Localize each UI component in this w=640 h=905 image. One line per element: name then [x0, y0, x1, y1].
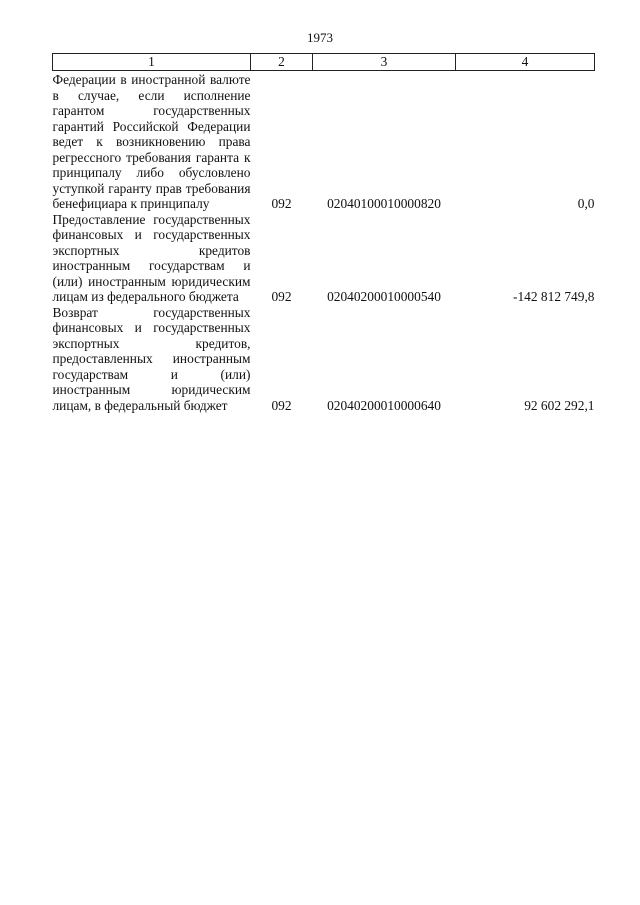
row-admin-code: 092 [271, 289, 292, 304]
row-classification-code: 02040100010000820 [327, 196, 441, 211]
row-classification-code: 02040200010000540 [327, 289, 441, 304]
header-row [53, 54, 595, 71]
row-description: Федерации в иностранной валюте в случае, если исполнение гарантом государственных гарантий Российской Федерации ведет к возникновению права регрессного требования гаранта к принципалу либо обусловлено уступкой гаранту прав требования бенефициара к принципалу [52, 72, 251, 211]
row-amount: 92 602 292,1 [524, 397, 595, 413]
page-number: 1973 [307, 30, 333, 45]
table-header [53, 54, 595, 71]
row-classification-code: 02040200010000640 [327, 397, 441, 413]
table-row [53, 212, 595, 305]
column-header-1: 1 [53, 54, 251, 71]
row-description: Возврат государственных финансовых и государственных экспортных кредитов, предоставленных иностранным государствам и (или) иностранным юридическим лицам, в федеральный бюджет [52, 304, 251, 413]
column-header-2: 2 [251, 54, 313, 71]
row-admin-code: 092 [271, 397, 292, 413]
column-header-4: 4 [456, 54, 595, 71]
table-row [53, 305, 595, 414]
table-body [53, 71, 595, 414]
row-description: Предоставление государственных финансовых и государственных экспортных кредитов иностранным государствам и (или) иностранным юридическим лицам из федерального бюджета [52, 211, 251, 304]
row-amount: -142 812 749,8 [513, 289, 595, 304]
budget-table [52, 53, 595, 413]
table-row [53, 71, 595, 212]
row-admin-code: 092 [271, 196, 292, 211]
row-amount: 0,0 [577, 196, 595, 211]
column-header-3: 3 [313, 54, 456, 71]
